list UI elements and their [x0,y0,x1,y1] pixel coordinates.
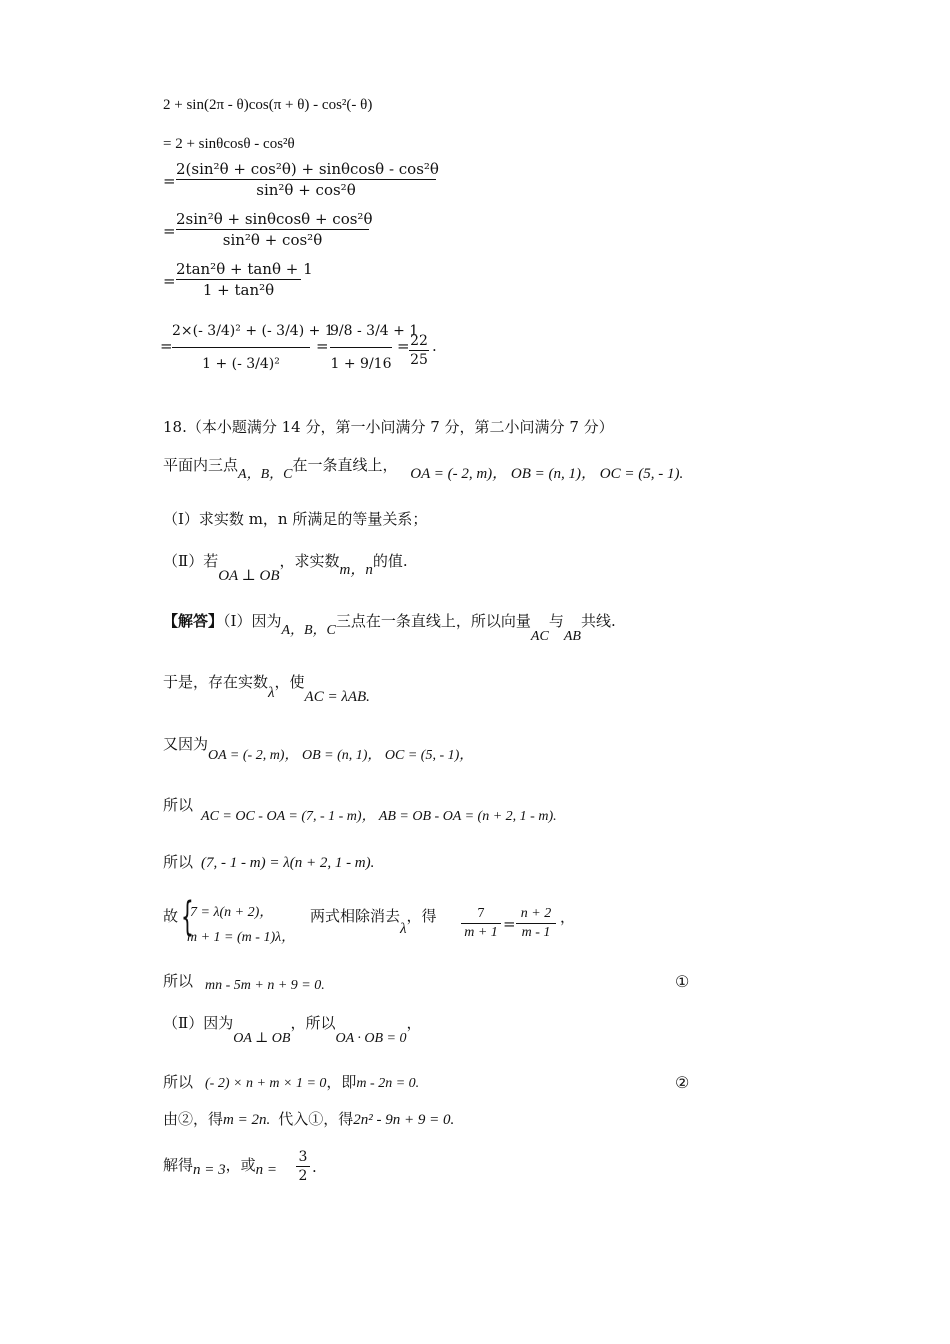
solution-line-10: 由②，得m = 2n. 代入①，得2n² - 9n + 9 = 0. [163,1110,455,1128]
problem-statement: 平面内三点A，B，C在一条直线上， OA = (- 2, m)， OB = (n, 1)， OC = (5, - 1). [163,456,684,482]
solution-line-8: （Ⅱ）因为OA ⊥ OB，所以OA · OB = 0， [163,1014,422,1046]
question-2: （Ⅱ）若OA ⊥ OB，求实数m，n的值. [163,552,408,584]
answer-fraction: 3 2 [296,1149,310,1184]
eq-sign: = [160,337,173,355]
eq-sign: = [316,337,329,355]
problem-header: 18.（本小题满分 14 分，第一小问满分 7 分，第二小问满分 7 分） [163,418,614,436]
fraction-right: n + 2 m - 1 [516,906,556,941]
derivation-line-1: 2 + sin(2π - θ)cos(π + θ) - cos²(- θ) [163,97,373,113]
eq-sign: = [503,915,516,933]
solution-line-9: 所以 (- 2) × n + m × 1 = 0，即m - 2n = 0. [163,1073,420,1091]
period: . [432,337,437,355]
fraction-left: 7 m + 1 [461,906,501,941]
solution-line-6-text: 两式相除消去λ，得 [310,907,437,937]
eq-sign: = [163,172,176,190]
period: . [312,1158,317,1176]
solution-label: 【解答】 [163,612,224,630]
solution-line-6-label: 故 [163,907,179,925]
result-fraction: 22 25 [410,333,428,368]
system-eq-1: 7 = λ(n + 2)， [190,905,274,920]
marker-2: ② [675,1073,690,1092]
eq-sign: = [397,337,410,355]
solution-line-4: 所以AC = OC - OA = (7, - 1 - m)， AB = OB - OA = (n + 2, 1 - m). [163,796,557,824]
solution-line-3: 又因为OA = (- 2, m)， OB = (n, 1)， OC = (5, - 1)， [163,735,474,763]
fraction-step-6: 2×(- 3/4)² + (- 3/4) + 1 1 + (- 3/4)² [172,323,334,372]
solution-line-7: 所以 mn - 5m + n + 9 = 0. [163,972,325,993]
derivation-line-2: = 2 + sinθcosθ - cos²θ [163,136,295,152]
solution-line-11: 解得n = 3，或n = [163,1156,278,1178]
solution-line-1: 【解答】（Ⅰ）因为A，B，C三点在一条直线上，所以向量AC与AB共线. [163,612,616,644]
system-eq-2: m + 1 = (m - 1)λ， [187,930,296,945]
solution-line-5: 所以 (7, - 1 - m) = λ(n + 2, 1 - m). [163,853,375,871]
marker-1: ① [675,972,690,991]
question-1: （Ⅰ）求实数 m，n 所满足的等量关系； [163,510,428,528]
comma: ， [560,908,576,926]
fraction-step-5: 2tan²θ + tanθ + 1 1 + tan²θ [176,260,313,299]
fraction-step-4: 2sin²θ + sinθcosθ + cos²θ sin²θ + cos²θ [176,210,373,249]
fraction-step-7: 9/8 - 3/4 + 1 1 + 9/16 [330,323,419,372]
solution-line-2: 于是，存在实数λ，使AC = λAB. [163,673,370,705]
eq-sign: = [163,222,176,240]
brace-icon: { [181,894,194,940]
fraction-step-3: 2(sin²θ + cos²θ) + sinθcosθ - cos²θ sin²θ + cos²θ [176,160,439,199]
eq-sign: = [163,272,176,290]
